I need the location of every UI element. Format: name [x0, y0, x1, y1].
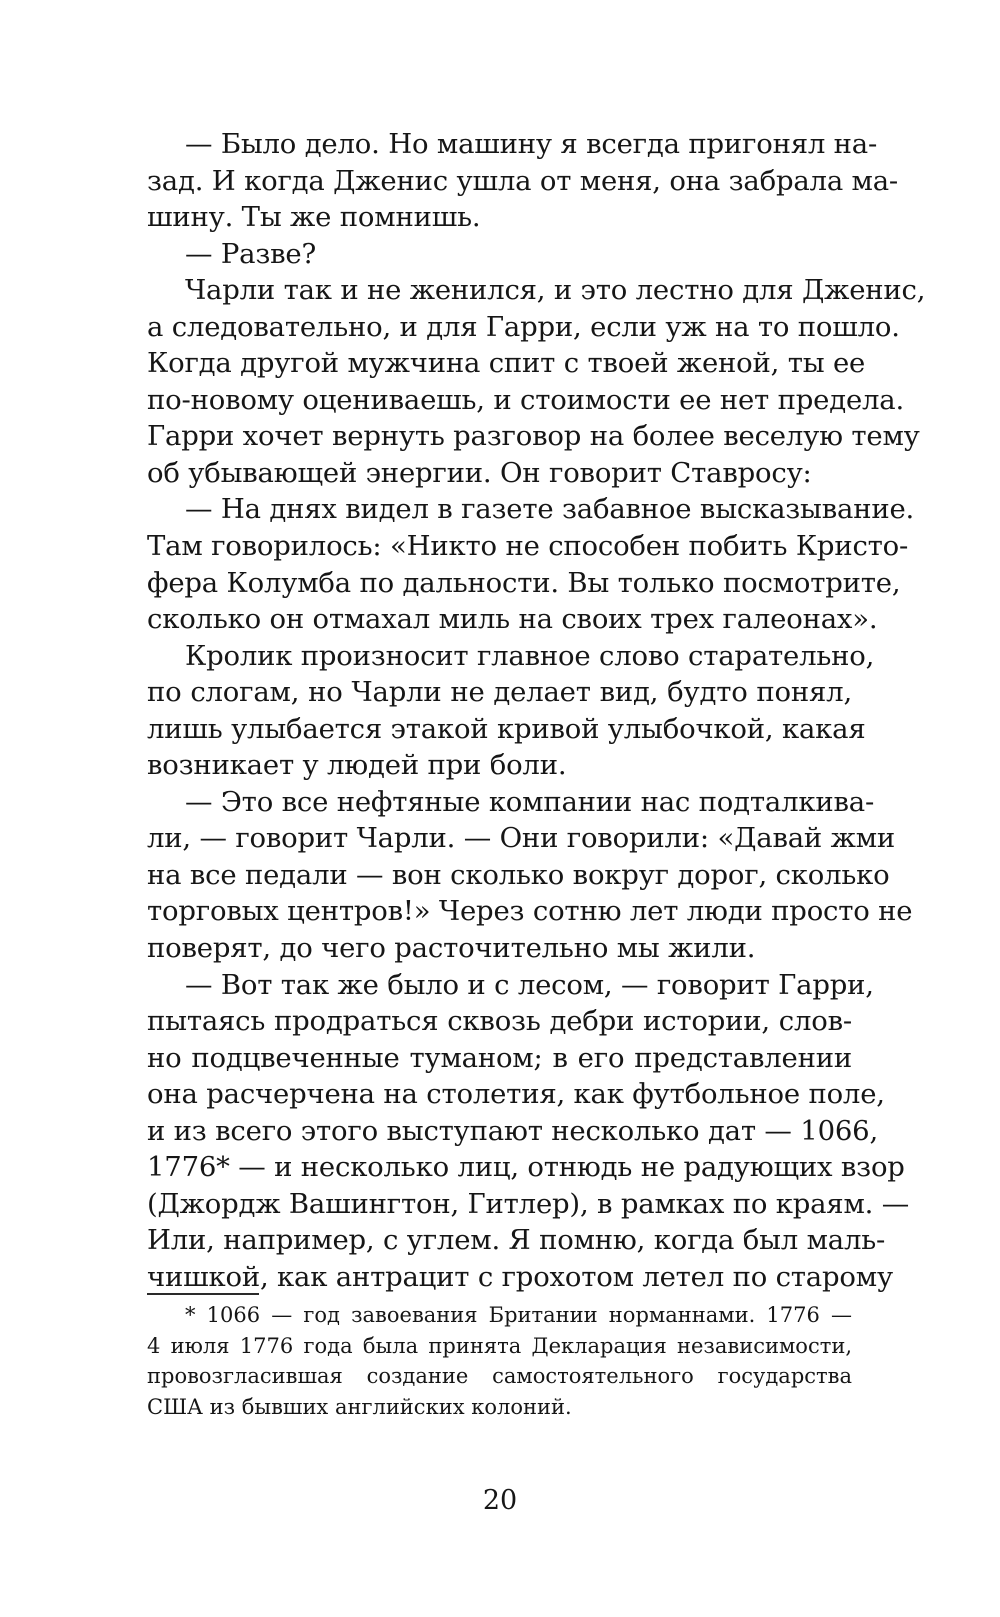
text-line: — На днях видел в газете забавное высказывание.	[185, 493, 915, 526]
text-line: Или, например, с углем. Я помню, когда был маль-	[147, 1224, 886, 1257]
footnote-line: провозгласившая создание самостоятельного государства	[147, 1364, 852, 1389]
text-line: но подцвеченные туманом; в его представлении	[147, 1041, 852, 1074]
text-line: по-новому оцениваешь, и стоимости ее нет предела.	[147, 383, 905, 416]
footnote-line: США из бывших английских колоний.	[147, 1394, 572, 1419]
text-line: — Это все нефтяные компании нас подталкива-	[185, 785, 875, 818]
text-line: на все педали — вон сколько вокруг дорог, сколько	[147, 858, 890, 891]
text-line: об убывающей энергии. Он говорит Ставросу:	[147, 456, 812, 489]
text-line: по слогам, но Чарли не делает вид, будто понял,	[147, 676, 852, 709]
text-line: торговых центров!» Через сотню лет люди просто не	[147, 895, 913, 928]
text-line: 1776* — и несколько лиц, отнюдь не радующих взор	[147, 1151, 905, 1184]
text-line: возникает у людей при боли.	[147, 749, 567, 782]
text-line: Там говорилось: «Никто не способен побить Кристо-	[147, 530, 909, 563]
text-line: зад. И когда Дженис ушла от меня, она забрала ма-	[147, 164, 899, 197]
text-line: она расчерчена на столетия, как футбольное поле,	[147, 1078, 885, 1111]
text-line: Гарри хочет вернуть разговор на более веселую тему	[147, 420, 920, 453]
text-line: фера Колумба по дальности. Вы только посмотрите,	[147, 566, 901, 599]
text-line: ли, — говорит Чарли. — Они говорили: «Давай жми	[147, 822, 896, 855]
text-line: (Джордж Вашингтон, Гитлер), в рамках по краям. —	[147, 1187, 910, 1220]
text-line: шину. Ты же помнишь.	[147, 201, 481, 234]
page-number: 20	[482, 1485, 518, 1516]
text-line: — Было дело. Но машину я всегда пригонял на-	[185, 128, 878, 160]
text-line: поверят, до чего расточительно мы жили.	[147, 932, 756, 965]
footnote-line: 4 июля 1776 года была принята Декларация независимости,	[147, 1333, 852, 1358]
footnote-divider	[147, 1293, 259, 1295]
text-line: а следовательно, и для Гарри, если уж на то пошло.	[147, 310, 900, 343]
text-line: — Разве?	[185, 237, 317, 270]
text-line: и из всего этого выступают несколько дат — 1066,	[147, 1114, 878, 1147]
main-text	[147, 126, 926, 1296]
footnote	[147, 1300, 852, 1422]
footnote-line: * 1066 — год завоевания Британии норманнами. 1776 —	[185, 1303, 852, 1327]
text-line: Кролик произносит главное слово старательно,	[185, 639, 875, 672]
text-line: сколько он отмахал миль на своих трех галеонах».	[147, 603, 878, 636]
text-line: пытаясь продраться сквозь дебри истории, слов-	[147, 1005, 852, 1038]
text-line: Когда другой мужчина спит с твоей женой, ты ее	[147, 347, 866, 380]
text-line: лишь улыбается этакой кривой улыбочкой, какая	[147, 712, 866, 745]
text-line: — Вот так же было и с лесом, — говорит Гарри,	[185, 968, 874, 1001]
text-line: Чарли так и не женился, и это лестно для Дженис,	[185, 274, 926, 307]
text-line: чишкой, как антрацит с грохотом летел по старому	[147, 1260, 893, 1293]
